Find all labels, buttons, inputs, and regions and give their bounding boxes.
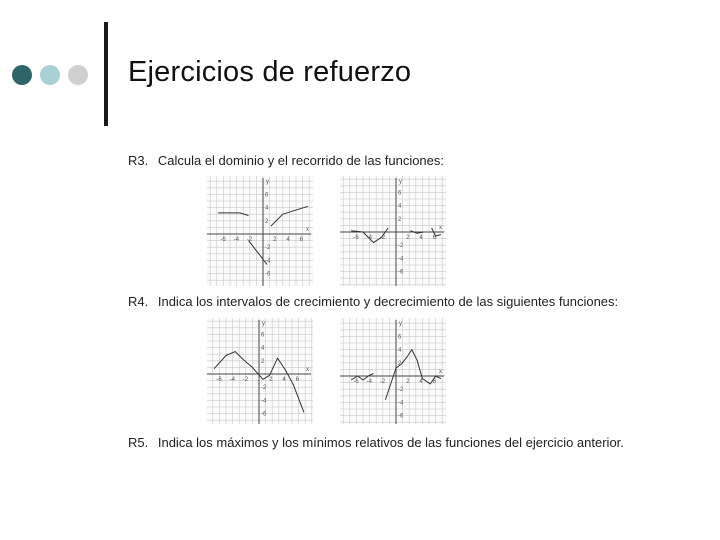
x-tick-label: 2 (406, 235, 410, 241)
x-tick-label: 6 (432, 379, 436, 385)
y-tick-label: 4 (265, 205, 269, 212)
y-tick-label: 6 (398, 190, 402, 197)
x-tick-label: -2 (242, 377, 249, 383)
y-axis-label: y (399, 321, 402, 327)
y-axis-label: y (266, 179, 269, 185)
graph-r3-left (207, 176, 313, 286)
y-tick-label: -6 (261, 411, 267, 418)
x-tick-label: -4 (366, 379, 372, 385)
bullet-dot-gray (68, 65, 88, 85)
y-tick-label: 6 (261, 332, 265, 339)
task-text: Indica los intervalos de crecimiento y decrecimiento de las siguientes funciones: (157, 294, 619, 309)
y-tick-label: 6 (398, 334, 402, 341)
task-number: R5. (128, 435, 149, 450)
x-tick-label: -6 (353, 379, 359, 385)
x-tick-label: -4 (233, 237, 239, 243)
function-graph (207, 176, 313, 286)
graph-r4-right (340, 318, 446, 424)
task-text: Indica los máximos y los mínimos relativos de las funciones del ejercicio anterior. (157, 435, 624, 450)
title-divider (104, 22, 108, 126)
y-tick-label: -2 (398, 243, 404, 250)
x-tick-label: -2 (379, 235, 386, 241)
y-axis-label: y (399, 179, 402, 185)
x-tick-label: 2 (406, 379, 410, 385)
y-tick-label: -6 (265, 271, 271, 278)
function-graph (340, 176, 446, 286)
slide-title: Ejercicios de refuerzo (128, 56, 412, 88)
x-tick-label: 4 (282, 377, 286, 383)
x-tick-label: -4 (366, 235, 372, 241)
y-tick-label: 2 (398, 360, 402, 367)
x-tick-label: 2 (269, 377, 273, 383)
y-tick-label: -6 (398, 269, 404, 276)
x-tick-label: -4 (229, 377, 235, 383)
y-tick-label: -4 (265, 258, 271, 265)
y-tick-label: -4 (261, 398, 267, 405)
x-tick-label: -6 (216, 377, 222, 383)
x-tick-label: 6 (299, 237, 303, 243)
graph-r3-right (340, 176, 446, 286)
y-tick-label: 2 (261, 358, 265, 365)
x-tick-label: -6 (220, 237, 226, 243)
y-tick-label: -4 (398, 400, 404, 407)
y-tick-label: 6 (265, 192, 269, 199)
x-tick-label: -6 (353, 235, 359, 241)
x-tick-label: 4 (419, 379, 423, 385)
x-axis-label: x (306, 227, 309, 233)
bullet-dot-dark (12, 65, 32, 85)
x-axis-label: x (439, 225, 442, 231)
y-tick-label: -2 (265, 245, 271, 252)
task-number: R3. (128, 153, 149, 168)
x-tick-label: 6 (295, 377, 299, 383)
y-tick-label: 2 (265, 218, 269, 225)
task-r4 (128, 294, 618, 309)
y-tick-label: 2 (398, 216, 402, 223)
y-tick-label: 4 (398, 347, 402, 354)
y-tick-label: 4 (261, 345, 265, 352)
x-tick-label: 2 (273, 237, 277, 243)
function-graph (207, 318, 313, 424)
x-tick-label: -2 (379, 379, 386, 385)
y-tick-label: -4 (398, 256, 404, 263)
task-text: Calcula el dominio y el recorrido de las funciones: (157, 153, 445, 168)
y-tick-label: -6 (398, 413, 404, 420)
x-tick-label: 6 (432, 235, 436, 241)
y-tick-label: -2 (261, 385, 267, 392)
function-graph (340, 318, 446, 424)
bullet-dot-light (40, 65, 60, 85)
task-r3 (128, 153, 444, 168)
x-tick-label: 4 (286, 237, 290, 243)
task-r5 (128, 435, 624, 450)
graph-r4-left (207, 318, 313, 424)
x-axis-label: x (306, 367, 309, 373)
y-tick-label: -2 (398, 387, 404, 394)
x-tick-label: 4 (419, 235, 423, 241)
x-axis-label: x (439, 369, 442, 375)
task-number: R4. (128, 294, 149, 309)
y-axis-label: y (262, 321, 265, 327)
x-tick-label: -2 (246, 237, 253, 243)
y-tick-label: 4 (398, 203, 402, 210)
